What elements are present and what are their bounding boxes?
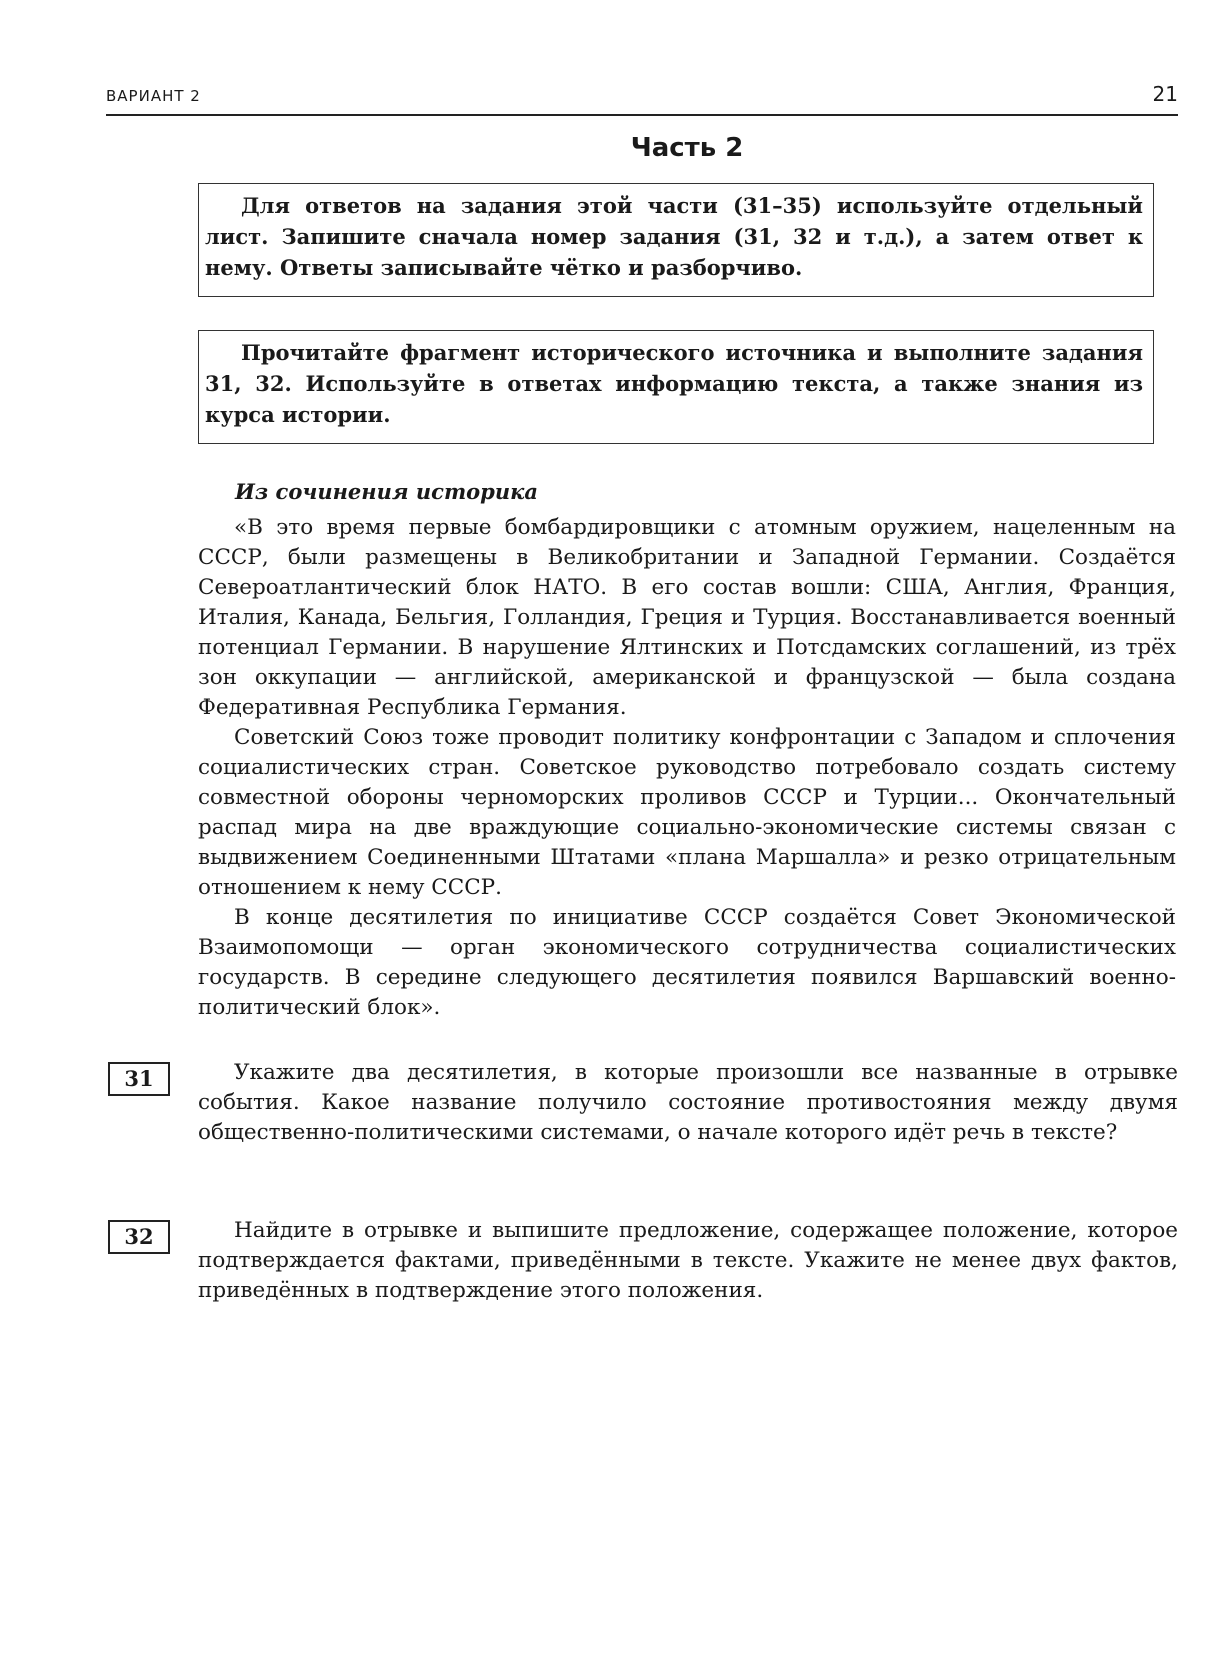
variant-label: ВАРИАНТ 2 [106,87,201,105]
page-number: 21 [1152,82,1178,106]
page-header [106,74,1178,116]
source-paragraph: В конце десятилетия по инициативе СССР создаётся Совет Экономической Взаимопомощи — орган экономического сотрудничества социалистических государств. В середине следующего десятилетия появился Варшавский военно-политический блок». [198,905,1176,1020]
source-paragraph: «В это время первые бомбардировщики с атомным оружием, нацеленным на СССР, были размещены в Великобритании и Западной Германии. Создаётся Североатлантический блок НАТО. В его состав вошли: США, Англия, Франция, Италия, Канада, Бельгия, Голландия, Греция и Турция. Восстанавливается военный потенциал Германии. В нарушение Ялтинских и Потсдамских соглашений, из трёх зон оккупации — английской, американской и французской — была создана Федеративная Республика Германия. [198,515,1176,720]
reading-instructions-box: Прочитайте фрагмент исторического источника и выполните задания 31, 32. Используйте в ответах информацию текста, а также знания из курса истории. [198,330,1154,444]
task-text: Найдите в отрывке и выпишите предложение, содержащее положение, которое подтверждается фактами, приведёнными в тексте. Укажите не менее двух фактов, приведённых в подтверждение этого положения. [198,1218,1178,1303]
answer-instructions-box: Для ответов на задания этой части (31–35) используйте отдельный лист. Запишите сначала номер задания (31, 32 и т.д.), а затем ответ к нему. Ответы записывайте чётко и разборчиво. [198,183,1154,297]
source-title: Из сочинения историка [235,479,538,504]
task-number-box: 31 [108,1062,170,1096]
task-31 [106,1058,1178,1148]
task-text: Укажите два десятилетия, в которые произошли все названные в отрывке события. Какое название получило состояние противостояния между двумя общественно-политическими системами, о начале которого идёт речь в тексте? [198,1060,1178,1145]
task-number-box: 32 [108,1220,170,1254]
source-paragraph: Советский Союз тоже проводит политику конфронтации с Западом и сплочения социалистических стран. Советское руководство потребовало создать систему совместной обороны черноморских проливов СССР и Турции... Окончательный распад мира на две враждующие социально-экономические системы связан с выдвижением Соединенными Штатами «плана Маршалла» и резко отрицательным отношением к нему СССР. [198,725,1176,900]
source-text [198,513,1176,1023]
part-title: Часть 2 [630,133,744,163]
task-32 [106,1216,1178,1306]
